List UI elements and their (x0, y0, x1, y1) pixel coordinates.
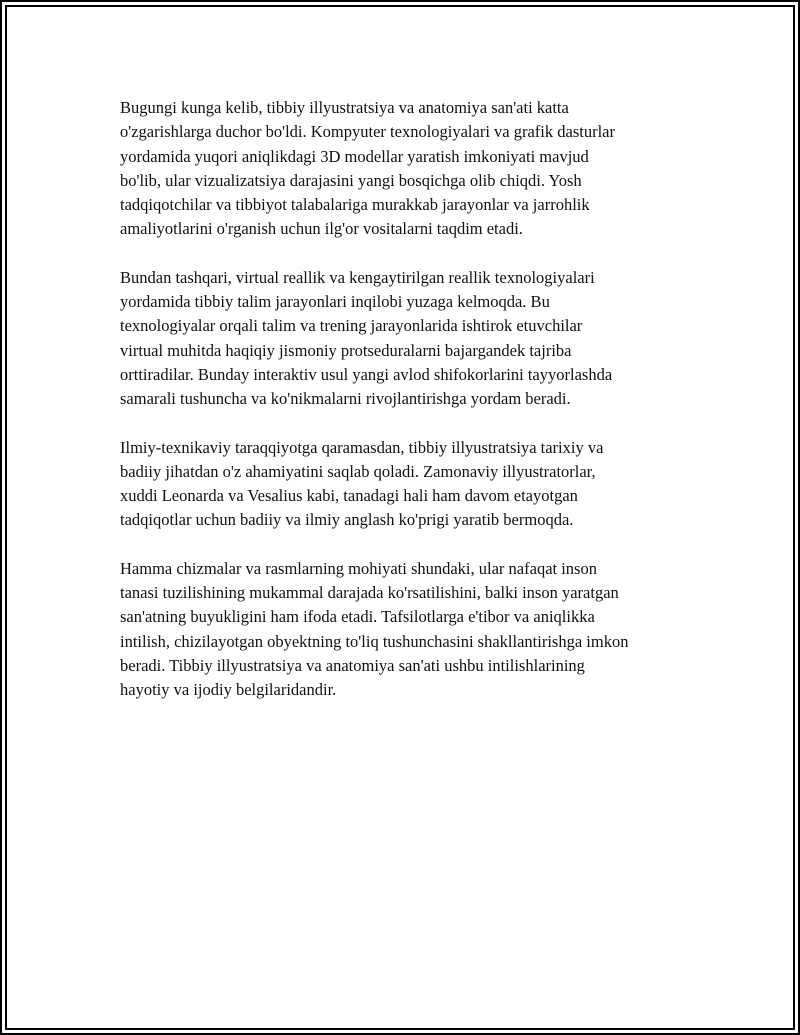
paragraph-3: Ilmiy-texnikaviy taraqqiyotga qaramasdan, tibbiy illyustratsiya tarixiy va badiiy jihatdan o'z ahamiyatini saqlab qoladi. Zamonaviy illyustratorlar, xuddi Leonarda va Vesalius kabi, tanadagi hali ham davom etayotgan tadqiqotlar uchun badiiy va ilmiy anglash ko'prigi yaratib bermoqda. (120, 437, 604, 530)
paragraph-1: Bugungi kunga kelib, tibbiy illyustratsiya va anatomiya san'ati katta o'zgarishlarga duchor bo'ldi. Kompyuter texnologiyalari va grafik dasturlar yordamida yuqori aniqlikdagi 3D modellar yaratish imkoniyati mavjud bo'lib, ular vizualizatsiya darajasini yangi bosqichga olib chiqdi. Yosh tadqiqotchilar va tibbiyot talabalariga murakkab jarayonlar va jarrohlik amaliyotlarini o'rganish uchun ilg'or vositalarni taqdim etadi. (120, 98, 615, 239)
paragraph-2: Bundan tashqari, virtual reallik va kengaytirilgan reallik texnologiyalari yordamida tibbiy talim jarayonlari inqilobi yuzaga kelmoqda. Bu texnologiyalar orqali talim va trening jarayonlarida ishtirok etuvchilar virtual muhitda haqiqiy jismoniy protseduralarni bajargandek tajriba orttiradilar. Bunday interaktiv usul yangi avlod shifokorlarini tayyorlashda samarali tushuncha va ko'nikmalarni rivojlantirishga yordam beradi. (120, 267, 613, 409)
document-body (120, 96, 700, 727)
paragraph-4: Hamma chizmalar va rasmlarning mohiyati shundaki, ular nafaqat inson tanasi tuzilishining mukammal darajada ko'rsatilishini, balki inson yaratgan san'atning buyukligini ham ifoda etadi. Tafsilotlarga e'tibor va aniqlikka intilish, chizilayotgan obyektning to'liq tushunchasini shakllantirishga imkon beradi. Tibbiy illyustratsiya va anatomiya san'ati ushbu intilishlarining hayotiy va ijodiy belgilaridandir. (120, 558, 629, 700)
